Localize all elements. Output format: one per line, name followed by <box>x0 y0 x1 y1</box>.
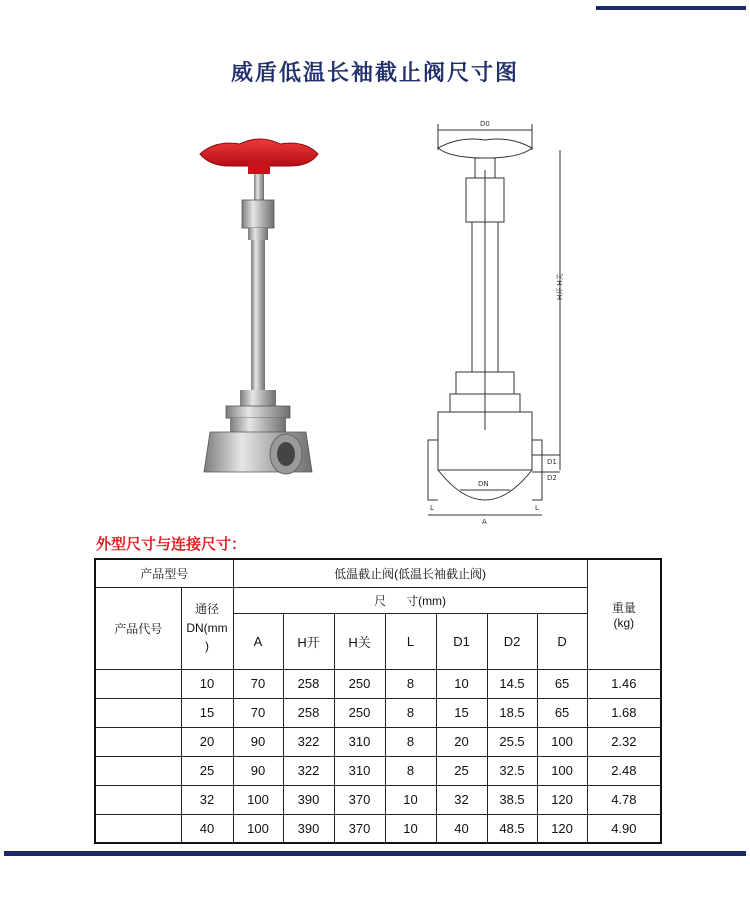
label-d2: D2 <box>547 474 557 482</box>
cell-a: 90 <box>233 727 283 756</box>
cell-h-open: 390 <box>283 814 334 843</box>
label-l-left: L <box>430 504 434 512</box>
cell-code <box>95 669 181 698</box>
header-bore: 通径 DN(mm ) <box>181 587 233 669</box>
label-l-right: L <box>535 504 539 512</box>
header-dimensions: 尺 寸(mm) <box>233 587 587 613</box>
cell-h-close: 250 <box>334 698 385 727</box>
valve-photo <box>190 132 330 492</box>
table-row <box>95 727 661 756</box>
col-header-d1: D1 <box>436 613 487 669</box>
cell-d1: 32 <box>436 785 487 814</box>
table-row <box>95 756 661 785</box>
cell-d: 100 <box>537 727 587 756</box>
cell-a: 100 <box>233 785 283 814</box>
cell-weight: 4.78 <box>587 785 661 814</box>
cell-weight: 1.46 <box>587 669 661 698</box>
cell-l: 8 <box>385 669 436 698</box>
cell-d2: 14.5 <box>487 669 537 698</box>
cell-code <box>95 698 181 727</box>
cell-dn: 25 <box>181 756 233 785</box>
cell-weight: 1.68 <box>587 698 661 727</box>
bottom-rule <box>4 851 746 856</box>
cell-d: 100 <box>537 756 587 785</box>
cell-l: 8 <box>385 698 436 727</box>
col-header-a: A <box>233 613 283 669</box>
cell-l: 8 <box>385 727 436 756</box>
cell-d: 120 <box>537 814 587 843</box>
cell-dn: 40 <box>181 814 233 843</box>
table-row <box>95 698 661 727</box>
handwheel-icon <box>200 139 318 174</box>
table-row <box>95 814 661 843</box>
cell-d1: 20 <box>436 727 487 756</box>
col-header-h-open: H开 <box>283 613 334 669</box>
cell-code <box>95 727 181 756</box>
label-h: H开 H关 <box>556 273 564 300</box>
cell-d2: 32.5 <box>487 756 537 785</box>
header-weight: 重量 (kg) <box>587 559 661 669</box>
cell-a: 70 <box>233 669 283 698</box>
cell-a: 100 <box>233 814 283 843</box>
header-code: 产品代号 <box>95 587 181 669</box>
cell-code <box>95 814 181 843</box>
cell-d2: 25.5 <box>487 727 537 756</box>
cell-l: 8 <box>385 756 436 785</box>
label-a: A <box>482 518 487 526</box>
col-header-d2: D2 <box>487 613 537 669</box>
cell-d: 65 <box>537 698 587 727</box>
cell-h-open: 258 <box>283 669 334 698</box>
table-row <box>95 785 661 814</box>
cell-d: 65 <box>537 669 587 698</box>
table-row <box>95 669 661 698</box>
label-d0: D0 <box>480 120 490 128</box>
cell-weight: 2.48 <box>587 756 661 785</box>
page-title: 威盾低温长袖截止阀尺寸图 <box>230 60 519 86</box>
cell-weight: 2.32 <box>587 727 661 756</box>
cell-dn: 20 <box>181 727 233 756</box>
cell-h-close: 310 <box>334 727 385 756</box>
cell-dn: 10 <box>181 669 233 698</box>
section-subtitle: 外型尺寸与连接尺寸： <box>96 535 247 553</box>
col-header-d: D <box>537 613 587 669</box>
cell-weight: 4.90 <box>587 814 661 843</box>
cell-h-open: 322 <box>283 727 334 756</box>
top-rule <box>596 6 746 10</box>
cell-d2: 18.5 <box>487 698 537 727</box>
cell-l: 10 <box>385 814 436 843</box>
spec-table <box>94 558 662 844</box>
cell-h-close: 370 <box>334 785 385 814</box>
cell-a: 70 <box>233 698 283 727</box>
cell-h-open: 258 <box>283 698 334 727</box>
col-header-h-close: H关 <box>334 613 385 669</box>
valve-drawing <box>420 110 590 530</box>
cell-h-close: 250 <box>334 669 385 698</box>
cell-d1: 10 <box>436 669 487 698</box>
cell-h-open: 390 <box>283 785 334 814</box>
cell-h-close: 310 <box>334 756 385 785</box>
cell-d: 120 <box>537 785 587 814</box>
header-product-name: 低温截止阀(低温长袖截止阀) <box>233 559 587 587</box>
header-model: 产品型号 <box>95 559 233 587</box>
cell-h-open: 322 <box>283 756 334 785</box>
cell-l: 10 <box>385 785 436 814</box>
cell-code <box>95 756 181 785</box>
cell-dn: 15 <box>181 698 233 727</box>
cell-code <box>95 785 181 814</box>
cell-d1: 25 <box>436 756 487 785</box>
cell-d1: 40 <box>436 814 487 843</box>
cell-a: 90 <box>233 756 283 785</box>
label-dn: DN <box>478 480 489 488</box>
cell-dn: 32 <box>181 785 233 814</box>
cell-d2: 38.5 <box>487 785 537 814</box>
cell-d2: 48.5 <box>487 814 537 843</box>
cell-h-close: 370 <box>334 814 385 843</box>
cell-d1: 15 <box>436 698 487 727</box>
col-header-l: L <box>385 613 436 669</box>
label-d1: D1 <box>547 458 557 466</box>
